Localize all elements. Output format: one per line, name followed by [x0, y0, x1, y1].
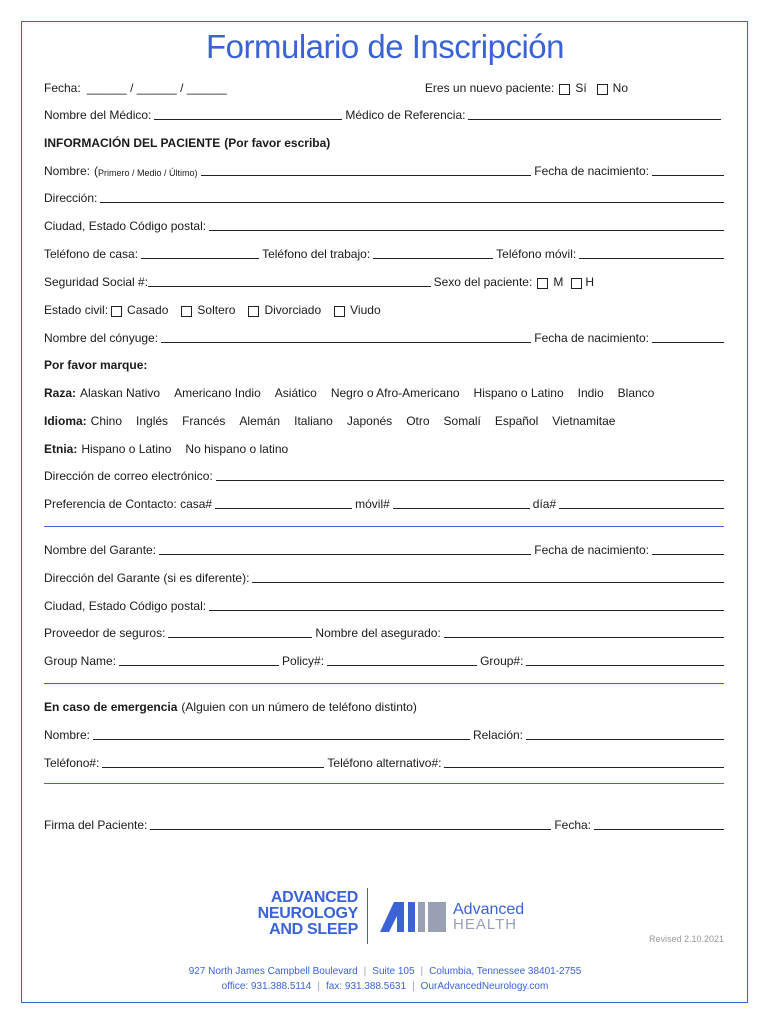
ssn-row — [44, 273, 724, 289]
logo-line: NEUROLOGY — [257, 905, 358, 922]
tel-casa-field[interactable] — [141, 247, 259, 259]
nombre-label: Nombre: — [44, 164, 91, 178]
raza-option[interactable]: Americano Indio — [174, 386, 261, 400]
medico-label: Nombre del Médico: — [44, 108, 152, 122]
nuevo-no-checkbox[interactable] — [597, 84, 608, 95]
seguro-row — [44, 624, 724, 640]
nombre-hint: Primero / Medio / Último) — [98, 168, 198, 178]
email-label: Dirección de correo electrónico: — [44, 469, 213, 483]
footer-address: 927 North James Campbell Boulevard — [188, 966, 358, 977]
idioma-option[interactable]: Chino — [90, 414, 123, 428]
civil-viudo-checkbox[interactable] — [334, 306, 345, 317]
group-row — [44, 652, 724, 668]
marque-label: Por favor marque: — [44, 358, 148, 372]
fecha-field[interactable]: ______ / ______ / ______ — [86, 81, 227, 95]
relacion-field[interactable] — [526, 728, 724, 740]
idioma-label: Idioma: — [44, 414, 87, 428]
revised-date: Revised 2.10.2021 — [648, 934, 724, 944]
ciudad-field[interactable] — [209, 219, 724, 231]
conyuge-nacimiento-field[interactable] — [652, 331, 724, 343]
nombre-field[interactable] — [201, 164, 532, 176]
contacto-dia-label: día# — [532, 497, 557, 511]
contacto-movil-label: móvil# — [355, 497, 390, 511]
garante-nombre-field[interactable] — [159, 543, 531, 555]
nuevo-paciente-label: Eres un nuevo paciente: — [424, 81, 555, 95]
email-field[interactable] — [216, 469, 724, 481]
group-number-label: Group#: — [480, 654, 524, 668]
footer-suite: Suite 105 — [372, 966, 415, 977]
advanced-neurology-logo — [246, 890, 358, 938]
civil-casado-label: Casado — [127, 303, 169, 317]
emergency-heading — [44, 698, 724, 714]
ssn-label: Seguridad Social #: — [44, 275, 149, 289]
relacion-label: Relación: — [472, 728, 523, 742]
civil-divorciado-checkbox[interactable] — [248, 306, 259, 317]
idioma-row — [44, 412, 724, 428]
sexo-m-label: M — [553, 275, 564, 289]
conyuge-label: Nombre del cónyuge: — [44, 331, 159, 345]
footer-web[interactable]: OurAdvancedNeurology.com — [420, 981, 549, 992]
garante-row — [44, 541, 724, 557]
marque-heading — [44, 356, 724, 372]
tel-casa-label: Teléfono de casa: — [44, 247, 139, 261]
idioma-option[interactable]: Somalí — [443, 414, 481, 428]
sexo-label: Sexo del paciente: — [433, 275, 533, 289]
group-name-label: Group Name: — [44, 654, 117, 668]
group-number-field[interactable] — [526, 654, 724, 666]
contacto-label: Preferencia de Contacto: casa# — [44, 497, 213, 511]
etnia-row — [44, 440, 724, 456]
emergency-nombre-row — [44, 726, 724, 742]
section-divider — [44, 526, 724, 527]
section-divider — [44, 683, 724, 684]
raza-option[interactable]: Alaskan Nativo — [80, 386, 161, 400]
civil-label: Estado civil: — [44, 303, 109, 317]
sexo-h-label: H — [585, 275, 594, 289]
firma-field[interactable] — [150, 818, 551, 830]
idioma-option[interactable]: Japonés — [346, 414, 393, 428]
patient-section-title: INFORMACIÓN DEL PACIENTE — [44, 136, 221, 150]
footer-fax: fax: 931.388.5631 — [325, 981, 407, 992]
raza-row — [44, 384, 724, 400]
garante-nacimiento-label: Fecha de nacimiento: — [534, 543, 649, 557]
nombre-hint-open: ( — [94, 164, 99, 178]
referencia-field[interactable] — [468, 108, 721, 120]
civil-casado-checkbox[interactable] — [111, 306, 122, 317]
logo-divider — [367, 888, 368, 944]
firma-label: Firma del Paciente: — [44, 818, 148, 832]
ssn-field[interactable] — [148, 275, 431, 287]
section-divider — [44, 783, 724, 784]
garante-ciudad-label: Ciudad, Estado Código postal: — [44, 599, 207, 613]
civil-soltero-checkbox[interactable] — [181, 306, 192, 317]
firma-fecha-field[interactable] — [594, 818, 724, 830]
proveedor-label: Proveedor de seguros: — [44, 626, 166, 640]
civil-row — [44, 301, 724, 317]
proveedor-field[interactable] — [168, 626, 312, 638]
fecha-label: Fecha: — [44, 81, 81, 95]
emergency-nombre-field[interactable] — [93, 728, 470, 740]
nacimiento-field[interactable] — [652, 164, 724, 176]
tel-movil-field[interactable] — [579, 247, 724, 259]
footer-office: office: 931.388.5114 — [221, 981, 312, 992]
contacto-row — [44, 495, 724, 511]
advanced-health-wordmark — [453, 902, 524, 932]
idioma-option[interactable]: Otro — [406, 414, 430, 428]
idioma-option[interactable]: Italiano — [294, 414, 333, 428]
date-row — [44, 79, 724, 95]
sexo-h-checkbox[interactable] — [571, 278, 582, 289]
referencia-label: Médico de Referencia: — [345, 108, 466, 122]
nombre-row — [44, 162, 724, 178]
idioma-option[interactable]: Español — [494, 414, 539, 428]
garante-direccion-row — [44, 569, 724, 585]
direccion-label: Dirección: — [44, 191, 98, 205]
ciudad-label: Ciudad, Estado Código postal: — [44, 219, 207, 233]
asegurado-field[interactable] — [444, 626, 724, 638]
garante-ciudad-row — [44, 597, 724, 613]
contacto-movil-field[interactable] — [393, 497, 530, 509]
nuevo-si-label: Sí — [575, 81, 587, 95]
conyuge-nacimiento-label: Fecha de nacimiento: — [534, 331, 649, 345]
ah-line-1: Advanced — [453, 901, 525, 918]
nuevo-si-checkbox[interactable] — [559, 84, 570, 95]
ciudad-row — [44, 217, 724, 233]
idioma-option[interactable]: Inglés — [136, 414, 169, 428]
emergency-telefono-field[interactable] — [102, 756, 324, 768]
patient-section-note: (Por favor escriba) — [224, 136, 331, 150]
footer: 927 North James Campbell Boulevard | Suite 105 | Columbia, Tennessee 38401-2755 office: 931.388.5114 | fax: 931.388.5631 | OurAdvancedNeurology.com — [188, 966, 582, 992]
medico-row — [44, 106, 724, 122]
emergency-note: (Alguien con un número de teléfono distinto) — [181, 700, 417, 714]
direccion-field[interactable] — [100, 191, 724, 203]
raza-option[interactable]: Blanco — [617, 386, 655, 400]
emergency-nombre-label: Nombre: — [44, 728, 91, 742]
logo-line: AND SLEEP — [269, 921, 358, 938]
raza-label: Raza: — [44, 386, 77, 400]
emergency-title: En caso de emergencia — [44, 700, 178, 714]
conyuge-field[interactable] — [161, 331, 531, 343]
contacto-casa-field[interactable] — [215, 497, 352, 509]
raza-option[interactable]: Hispano o Latino — [473, 386, 564, 400]
form-title: Formulario de Inscripción — [206, 28, 564, 65]
tel-trabajo-label: Teléfono del trabajo: — [262, 247, 371, 261]
raza-option[interactable]: Indio — [577, 386, 604, 400]
firma-row — [44, 816, 724, 832]
nuevo-no-label: No — [612, 81, 628, 95]
advanced-health-logo-icon — [380, 902, 448, 932]
group-name-field[interactable] — [119, 654, 279, 666]
tel-trabajo-field[interactable] — [373, 247, 493, 259]
logo-line: ADVANCED — [270, 889, 358, 906]
footer-city: Columbia, Tennessee 38401-2755 — [429, 966, 582, 977]
policy-field[interactable] — [327, 654, 477, 666]
sexo-m-checkbox[interactable] — [537, 278, 548, 289]
garante-direccion-field[interactable] — [252, 571, 724, 583]
tel-movil-label: Teléfono móvil: — [496, 247, 577, 261]
etnia-option[interactable]: No hispano o latino — [185, 442, 289, 456]
conyuge-row — [44, 329, 724, 345]
emergency-telefono-row — [44, 754, 724, 770]
garante-direccion-label: Dirección del Garante (si es diferente): — [44, 571, 250, 585]
civil-viudo-label: Viudo — [350, 303, 381, 317]
nacimiento-label: Fecha de nacimiento: — [534, 164, 649, 178]
idioma-option[interactable]: Alemán — [239, 414, 281, 428]
idioma-option[interactable]: Vietnamitae — [552, 414, 616, 428]
ah-line-2: HEALTH — [453, 916, 518, 933]
garante-nombre-label: Nombre del Garante: — [44, 543, 157, 557]
raza-option[interactable]: Negro o Afro-Americano — [330, 386, 460, 400]
direccion-row — [44, 189, 724, 205]
garante-nacimiento-field[interactable] — [652, 543, 724, 555]
medico-field[interactable] — [154, 108, 342, 120]
firma-fecha-label: Fecha: — [554, 818, 591, 832]
idioma-option[interactable]: Francés — [182, 414, 226, 428]
alternativo-label: Teléfono alternativo#: — [327, 756, 442, 770]
emergency-telefono-label: Teléfono#: — [44, 756, 100, 770]
email-row — [44, 467, 724, 483]
telefonos-row — [44, 245, 724, 261]
alternativo-field[interactable] — [444, 756, 724, 768]
contacto-dia-field[interactable] — [559, 497, 724, 509]
civil-divorciado-label: Divorciado — [264, 303, 322, 317]
etnia-option[interactable]: Hispano o Latino — [81, 442, 172, 456]
etnia-label: Etnia: — [44, 442, 78, 456]
garante-ciudad-field[interactable] — [209, 599, 724, 611]
policy-label: Policy#: — [282, 654, 325, 668]
patient-section-heading — [44, 134, 724, 150]
asegurado-label: Nombre del asegurado: — [315, 626, 441, 640]
raza-option[interactable]: Asiático — [274, 386, 317, 400]
civil-soltero-label: Soltero — [197, 303, 236, 317]
